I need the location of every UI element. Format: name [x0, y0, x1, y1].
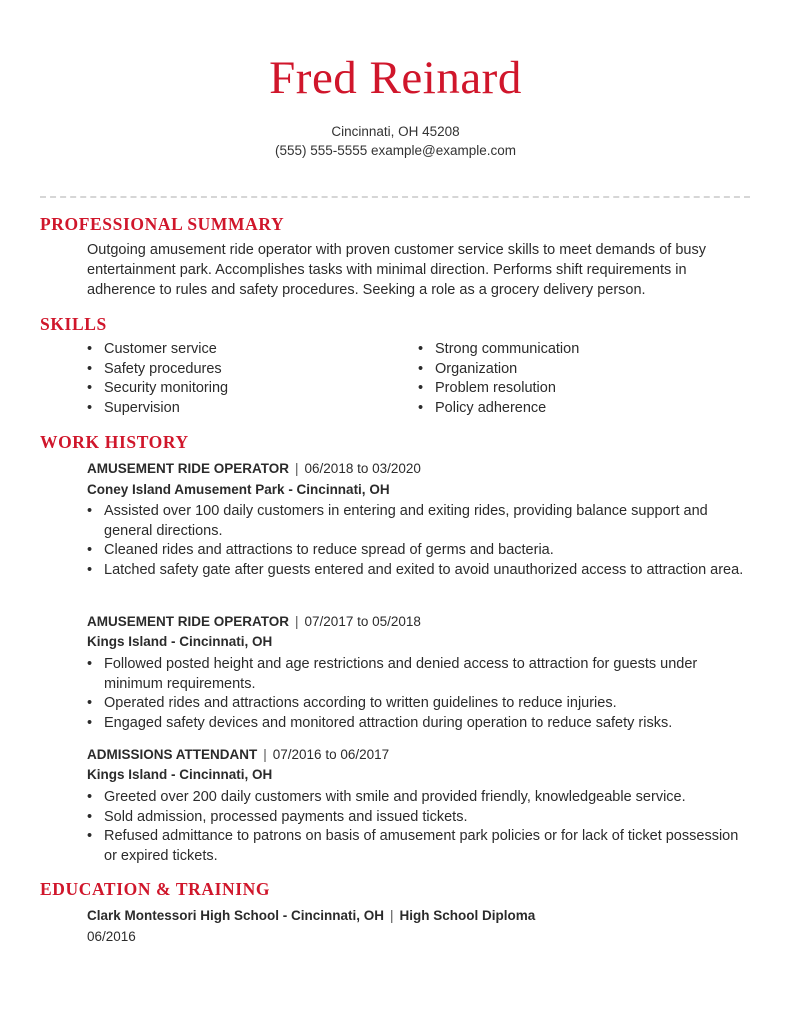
job-role: AMUSEMENT RIDE OPERATOR: [87, 614, 290, 629]
job-bullets: [87, 655, 755, 733]
summary-text: Outgoing amusement ride operator with proven customer service skills to meet demands of busy entertainment park. Accomplishes tasks with minimal direction. Performs shift requirements in adherence to rules and safety procedures. Seeking a role as a grocery delivery person.: [87, 242, 706, 298]
job-header: [87, 612, 421, 631]
separator: |: [390, 908, 394, 923]
job-bullets: [87, 502, 755, 580]
contact-phone-email: (555) 555-5555 example@example.com: [274, 143, 517, 158]
job-bullet: • Refused admittance to patrons on basis of amusement park policies or for lack of ticket possession or expired tickets.: [87, 827, 755, 866]
job-bullet: • Followed posted height and age restrictions and denied access to attraction for guests under minimum requirements.: [87, 655, 755, 694]
contact-location: Cincinnati, OH 45208: [331, 124, 460, 139]
job-role: AMUSEMENT RIDE OPERATOR: [87, 461, 290, 476]
job-bullet: • Sold admission, processed payments and issued tickets.: [87, 808, 755, 828]
separator: |: [263, 747, 267, 762]
separator: |: [295, 461, 299, 476]
skill-item: • Safety procedures: [87, 360, 228, 380]
skill-item: • Policy adherence: [418, 399, 579, 419]
job-company: Kings Island - Cincinnati, OH: [87, 634, 273, 649]
job-bullet: • Greeted over 200 daily customers with smile and provided friendly, knowledgeable service.: [87, 788, 755, 808]
section-title-skills: SKILLS: [40, 314, 107, 334]
skill-item: • Customer service: [87, 340, 228, 360]
job-role: ADMISSIONS ATTENDANT: [87, 747, 258, 762]
job-company: Coney Island Amusement Park - Cincinnati, OH: [87, 482, 390, 497]
job-bullets: [87, 788, 755, 866]
skill-item: • Strong communication: [418, 340, 579, 360]
section-title-education: EDUCATION & TRAINING: [40, 879, 271, 899]
resume-name: Fred Reinard: [269, 52, 522, 104]
header-divider: [40, 196, 750, 198]
job-company: Kings Island - Cincinnati, OH: [87, 767, 273, 782]
skill-item: • Problem resolution: [418, 379, 579, 399]
skill-item: • Supervision: [87, 399, 228, 419]
skills-list-left: [87, 340, 228, 418]
job-bullet: • Latched safety gate after guests entered and exited to avoid unauthorized access to attraction area.: [87, 561, 755, 581]
section-title-work: WORK HISTORY: [40, 432, 189, 452]
skill-item: • Organization: [418, 360, 579, 380]
job-bullet: • Cleaned rides and attractions to reduce spread of germs and bacteria.: [87, 541, 755, 561]
job-header: [87, 745, 389, 764]
education-date: 06/2016: [87, 929, 136, 944]
job-bullet: • Operated rides and attractions according to written guidelines to reduce injuries.: [87, 694, 755, 714]
separator: |: [295, 614, 299, 629]
job-dates: 07/2017 to 05/2018: [304, 614, 421, 629]
job-bullet: • Assisted over 100 daily customers in entering and exiting rides, providing balance support and general directions.: [87, 502, 755, 541]
job-dates: 07/2016 to 06/2017: [272, 747, 390, 762]
job-bullet: • Engaged safety devices and monitored attraction during operation to reduce safety risks.: [87, 714, 755, 734]
job-header: [87, 459, 421, 478]
education-school: Clark Montessori High School - Cincinnati, OH: [87, 908, 385, 923]
section-title-summary: PROFESSIONAL SUMMARY: [40, 214, 285, 234]
job-dates: 06/2018 to 03/2020: [304, 461, 421, 476]
education-degree: High School Diploma: [399, 908, 536, 923]
skills-list-right: [418, 340, 579, 418]
education-line: [87, 906, 535, 925]
skill-item: • Security monitoring: [87, 379, 228, 399]
